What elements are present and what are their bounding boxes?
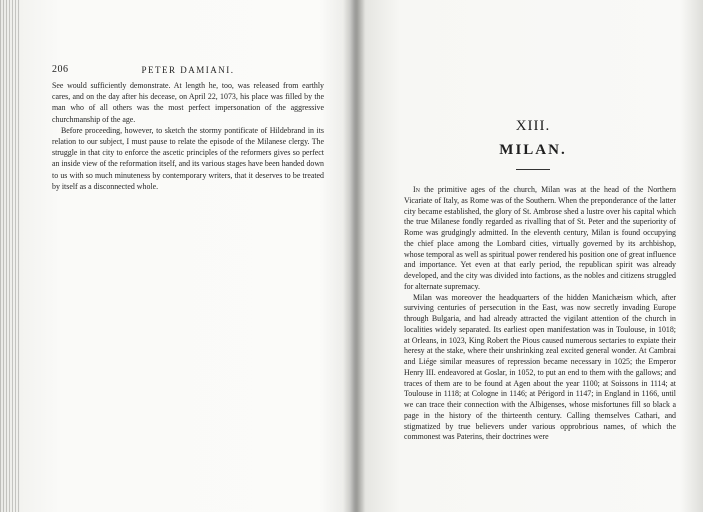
running-head bbox=[52, 64, 324, 76]
left-paragraph-2: Before proceeding, however, to sketch the stormy pontificate of Hildebrand in its relation to our subject, I must pause to relate the episode of the Milanese clergy. The struggle in that city to enforce the ascetic principles of the reformers gives so perfect an inside view of the reformation itself, and its various stages have been handed down to us with so much minuteness by contemporary writers, that it deserves to be treated by itself as a disconnected whole. bbox=[52, 125, 324, 191]
book-gutter bbox=[343, 0, 365, 512]
left-page-text bbox=[52, 80, 324, 192]
left-paragraph-1: See would sufficiently demonstrate. At length he, too, was released from earthly cares, and on the day after his decease, on April 22, 1073, his place was filled by the man who of all others was the most perfect impersonation of the aggressive churchmanship of the age. bbox=[52, 81, 324, 124]
right-paragraph-1 bbox=[404, 185, 676, 293]
running-title: PETER DAMIANI. bbox=[141, 65, 235, 75]
chapter-number: XIII. bbox=[515, 118, 551, 134]
first-word: In bbox=[413, 185, 420, 194]
chapter-rule bbox=[516, 169, 550, 170]
left-page bbox=[30, 0, 330, 512]
chapter-title: MILAN. bbox=[499, 142, 567, 158]
right-page-text bbox=[404, 185, 676, 443]
page-edges bbox=[0, 0, 20, 512]
right-paragraph-1-body: the primitive ages of the church, Milan was at the head of the Northern Vicariate of Italy, as Rome was of the Southern. When the preponderance of the latter city became established, the glory of St. Ambrose shed a lustre over his capital which the true Milanese fondly regarded as rivalling that of St. Peter and the superiority of Rome was grudgingly admitted. In the eleventh century, Milan is found occupying the chief place among the Lombard cities, virtually governed by its archbishop, whose temporal as well as spiritual power rendered his position one of great influence and importance. Yet even at that early period, the republican spirit was already developed, and the city was divided into factions, as the nobles and citizens struggled for alternate supremacy. bbox=[404, 185, 676, 291]
right-paragraph-2: Milan was moreover the headquarters of the hidden Manichæism which, after surviving centuries of persecution in the East, was now secretly invading Europe through Bulgaria, and had already attracted the vigilant attention of the church in localities widely separated. Its earliest open manifestation was in Toulouse, in 1018; at Orleans, in 1023, King Robert the Pious caused numerous sectaries to expiate their heresy at the stake, where their unshrinking zeal excited general wonder. At Cambrai and Liége similar measures of repression became necessary in 1025; the Emperor Henry III. endeavored at Goslar, in 1052, to put an end to them with the gallows; and traces of them are to be found at Agen about the year 1100; at Soissons in 1114; at Toulouse in 1118; at Cologne in 1146; at Périgord in 1147; in England in 1166, until we can trace their connection with the Albigenses, whose misfortunes fill so black a page in the history of the thirteenth century. Calling themselves Cathari, and stigmatized by true believers under various opprobrious names, of which the commonest was Paterins, their doctrines were bbox=[404, 292, 676, 442]
page-number: 206 bbox=[52, 64, 69, 75]
